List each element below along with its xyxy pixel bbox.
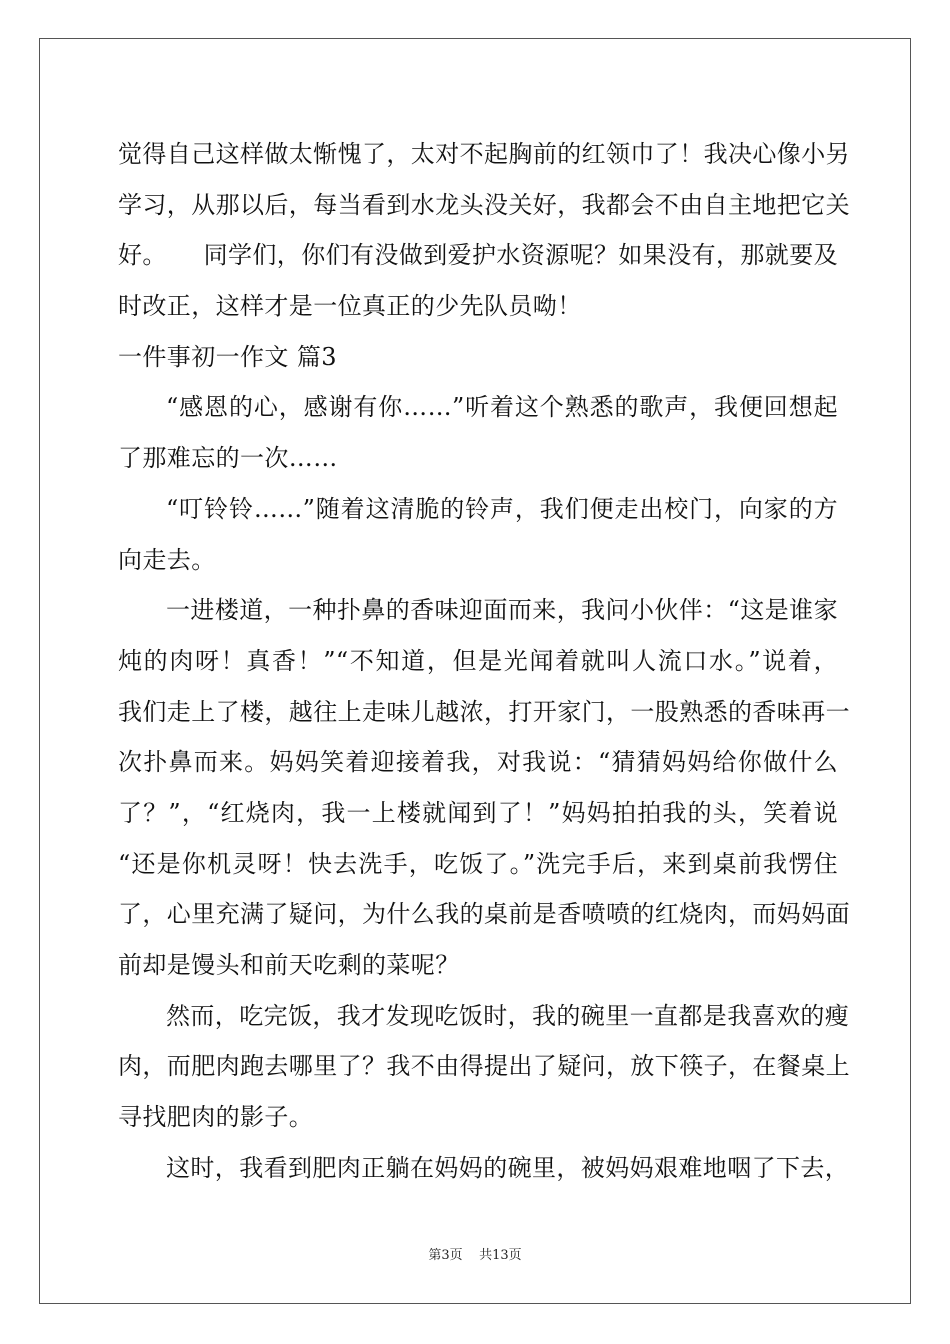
text-line: 前却是馒头和前天吃剩的菜呢？: [118, 951, 460, 979]
text-line: 寻找肥肉的影子。: [118, 1103, 314, 1132]
text-line: “叮铃铃……”随着这清脆的铃声，我们便走出校门，向家的方: [166, 494, 838, 523]
text-line: “感恩的心，感谢有你……”听着这个熟悉的歌声，我便回想起: [166, 393, 838, 422]
page-footer: [0, 1244, 950, 1263]
text-line: 肉，而肥肉跑去哪里了？我不由得提出了疑问，放下筷子，在餐桌上: [118, 1052, 850, 1081]
text-line: 了，心里充满了疑问，为什么我的桌前是香喷喷的红烧肉，而妈妈面: [118, 900, 850, 929]
text-line: 时改正，这样才是一位真正的少先队员呦！: [118, 292, 582, 321]
text-line: 觉得自己这样做太惭愧了，太对不起胸前的红领巾了！我决心像小另: [118, 140, 850, 168]
text-line: 次扑鼻而来。妈妈笑着迎接着我，对我说：“猜猜妈妈给你做什么: [118, 748, 838, 777]
total-pages-label: 共13页: [479, 1248, 522, 1263]
text-line: 学习，从那以后，每当看到水龙头没关好，我都会不由自主地把它关: [118, 190, 850, 219]
text-line: “还是你机灵呀！快去洗手，吃饭了。”洗完手后，来到桌前我愣住: [118, 849, 838, 878]
text-line: 炖的肉呀！真香！”“不知道，但是光闻着就叫人流口水。”说着，: [118, 646, 838, 675]
text-line: 然而，吃完饭，我才发现吃饭时，我的碗里一直都是我喜欢的瘦: [166, 1001, 850, 1030]
text-line: 这时，我看到肥肉正躺在妈妈的碗里，被妈妈艰难地咽了下去，: [166, 1153, 850, 1182]
text-line: 好。 同学们，你们有没做到爱护水资源呢？如果没有，那就要及: [118, 241, 838, 270]
text-line: 了？”，“红烧肉，我一上楼就闻到了！”妈妈拍拍我的头，笑着说: [118, 798, 838, 827]
document-body: [118, 129, 850, 1193]
section-heading: 一件事初一作文 篇3: [118, 342, 337, 371]
text-line: 一进楼道，一种扑鼻的香味迎面而来，我问小伙伴：“这是谁家: [166, 596, 838, 625]
text-line: 我们走上了楼，越往上走味儿越浓，打开家门，一股熟悉的香味再一: [118, 697, 850, 726]
current-page-label: 第3页: [428, 1248, 463, 1263]
text-line: 向走去。: [118, 545, 216, 574]
text-line: 了那难忘的一次……: [118, 444, 338, 473]
